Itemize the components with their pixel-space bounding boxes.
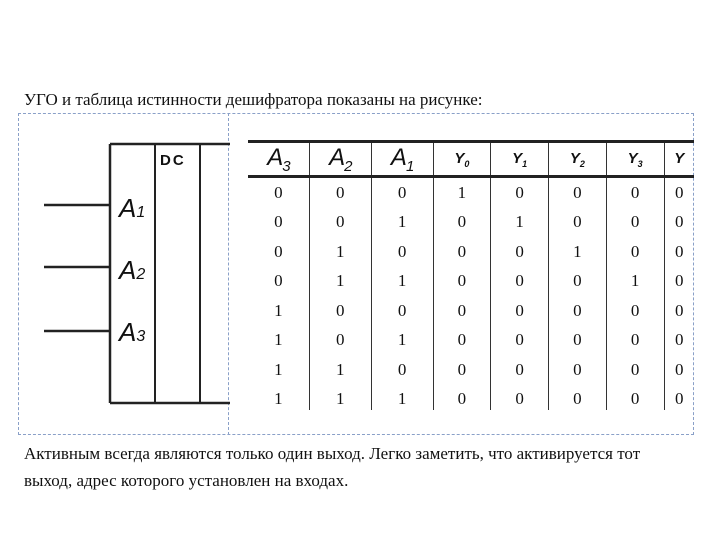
table-cell: 1 xyxy=(371,385,433,411)
table-cell: 0 xyxy=(371,296,433,326)
table-cell: 0 xyxy=(274,182,283,202)
table-cell: 0 xyxy=(274,271,283,291)
input-label-a3: A3 xyxy=(119,317,146,347)
table-cell: 1 xyxy=(274,300,283,320)
table-cell: 0 xyxy=(433,208,491,238)
table-cell: 0 xyxy=(371,237,433,267)
table-cell: 0 xyxy=(664,385,694,411)
table-row xyxy=(248,296,694,326)
table-cell: 0 xyxy=(549,177,607,208)
header-y1: $Y_1$ xyxy=(491,142,549,177)
table-cell: 0 xyxy=(274,212,283,232)
table-cell: 0 xyxy=(274,241,283,261)
table-cell: 0 xyxy=(606,177,664,208)
table-cell: 1 xyxy=(371,267,433,297)
table-cell: 1 xyxy=(309,237,371,267)
table-cell: 0 xyxy=(664,355,694,385)
table-cell: 0 xyxy=(309,208,371,238)
table-cell: 0 xyxy=(309,326,371,356)
table-cell: 0 xyxy=(664,296,694,326)
table-row xyxy=(248,326,694,356)
decoder-symbol xyxy=(18,113,230,435)
table-cell: 0 xyxy=(606,355,664,385)
header-a2: $A_2$ xyxy=(309,142,371,177)
truth-table xyxy=(248,140,694,410)
table-cell: 0 xyxy=(309,177,371,208)
input-label-a1: A1 xyxy=(119,193,146,223)
table-cell: 0 xyxy=(606,237,664,267)
table-cell: 0 xyxy=(549,355,607,385)
table-cell: 0 xyxy=(664,177,694,208)
table-cell: 1 xyxy=(433,177,491,208)
header-y: Y xyxy=(664,142,694,177)
table-cell: 0 xyxy=(491,267,549,297)
table-cell: 1 xyxy=(274,389,283,409)
table-cell: 0 xyxy=(433,267,491,297)
table-cell: 0 xyxy=(549,385,607,411)
table-cell: 1 xyxy=(309,267,371,297)
caption-bottom: Активным всегда являются только один выход. Легко заметить, что активируется тот выход, адрес которого установлен на входах. xyxy=(24,444,641,490)
table-cell: 1 xyxy=(274,359,283,379)
truth-table-container xyxy=(248,130,694,410)
table-cell: 0 xyxy=(549,208,607,238)
table-cell: 0 xyxy=(433,355,491,385)
header-a3: $A_3$ xyxy=(267,143,290,175)
table-cell: 0 xyxy=(606,385,664,411)
table-cell: 0 xyxy=(491,385,549,411)
table-cell: 0 xyxy=(664,237,694,267)
table-row xyxy=(248,237,694,267)
table-cell: 0 xyxy=(606,326,664,356)
table-cell: 0 xyxy=(491,237,549,267)
decoder-dc-label: DC xyxy=(160,152,186,169)
table-cell: 0 xyxy=(664,267,694,297)
table-cell: 1 xyxy=(309,355,371,385)
table-cell: 0 xyxy=(664,208,694,238)
table-cell: 0 xyxy=(433,326,491,356)
input-label-a2: A2 xyxy=(119,255,146,285)
table-cell: 0 xyxy=(606,208,664,238)
table-cell: 0 xyxy=(309,296,371,326)
table-cell: 0 xyxy=(433,237,491,267)
table-row xyxy=(248,177,694,208)
table-cell: 0 xyxy=(491,177,549,208)
table-cell: 0 xyxy=(549,326,607,356)
table-cell: 1 xyxy=(549,237,607,267)
table-cell: 0 xyxy=(433,296,491,326)
table-row xyxy=(248,267,694,297)
table-cell: 1 xyxy=(371,208,433,238)
header-y3: $Y_3$ xyxy=(606,142,664,177)
header-a1: $A_1$ xyxy=(371,142,433,177)
table-cell: 0 xyxy=(549,267,607,297)
table-cell: 0 xyxy=(491,355,549,385)
table-cell: 1 xyxy=(606,267,664,297)
caption-top: УГО и таблица истинности дешифратора показаны на рисунке: xyxy=(24,90,483,109)
table-cell: 0 xyxy=(549,296,607,326)
table-cell: 0 xyxy=(371,355,433,385)
table-row xyxy=(248,355,694,385)
table-cell: 1 xyxy=(491,208,549,238)
truth-table-body xyxy=(248,177,694,411)
table-cell: 0 xyxy=(433,385,491,411)
table-row xyxy=(248,208,694,238)
table-cell: 0 xyxy=(491,296,549,326)
truth-table-header-row xyxy=(248,142,694,177)
table-cell: 1 xyxy=(309,385,371,411)
header-y0: $Y_0$ xyxy=(433,142,491,177)
table-cell: 0 xyxy=(606,296,664,326)
table-cell: 1 xyxy=(371,326,433,356)
table-cell: 0 xyxy=(664,326,694,356)
header-y2: $Y_2$ xyxy=(549,142,607,177)
table-cell: 0 xyxy=(491,326,549,356)
table-cell: 1 xyxy=(274,330,283,350)
table-row xyxy=(248,385,694,411)
table-cell: 0 xyxy=(371,177,433,208)
